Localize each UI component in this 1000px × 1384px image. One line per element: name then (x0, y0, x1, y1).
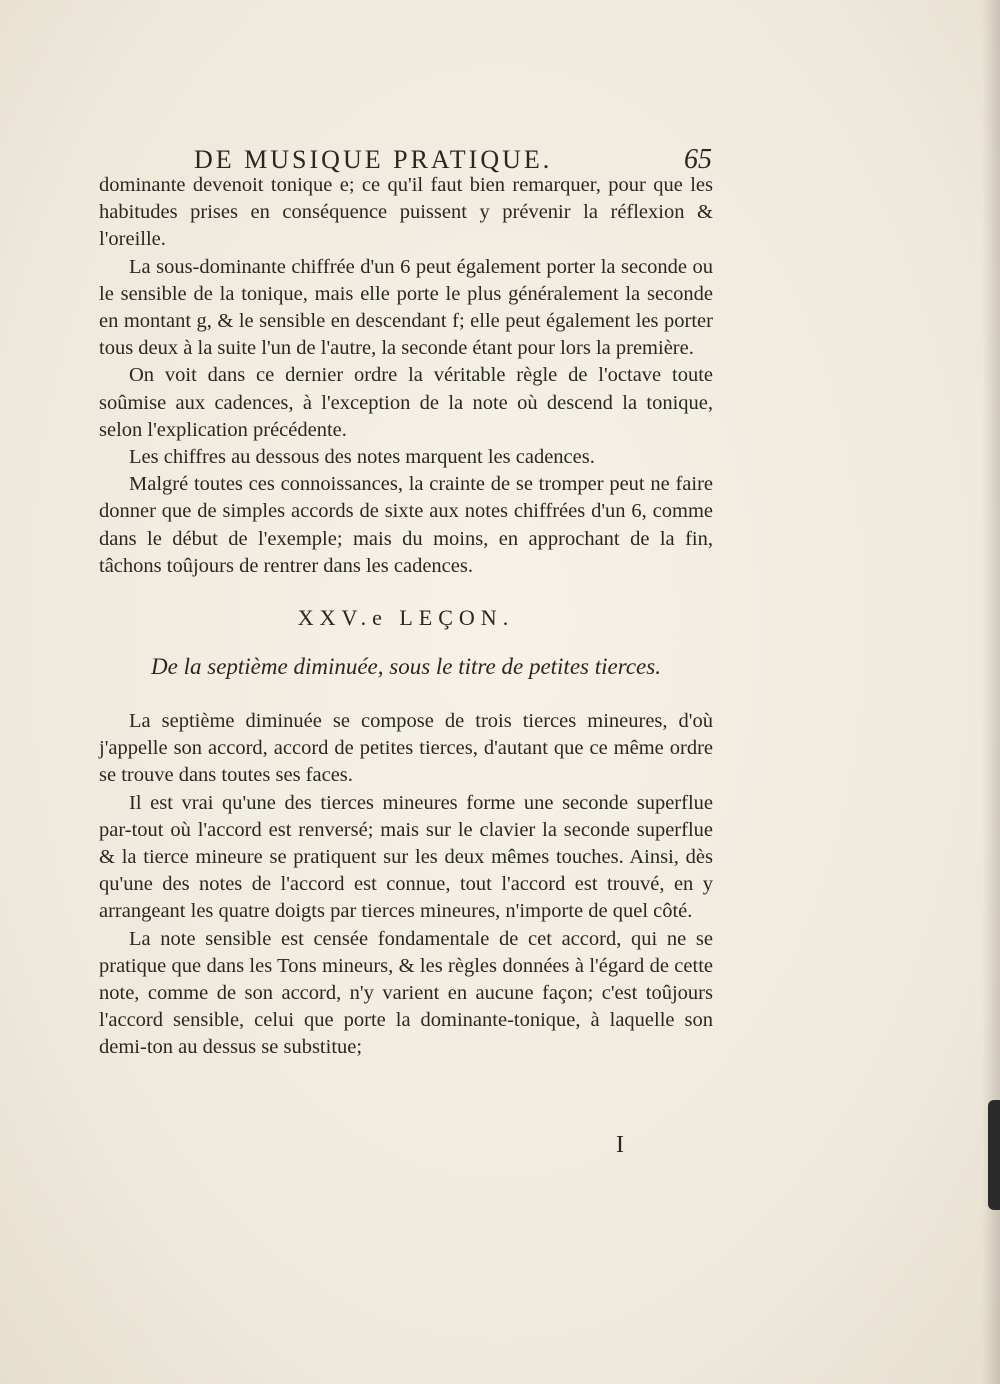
lesson-subtitle: De la septième diminuée, sous le titre de petites tierces. (151, 654, 661, 680)
paragraph: dominante devenoit tonique e; ce qu'il faut bien remarquer, pour que les habitudes prises en conséquence puissent y prévenir la réflexion & l'oreille. (99, 174, 713, 251)
paragraph: Les chiffres au dessous des notes marquent les cadences. (129, 446, 595, 469)
paragraph: La sous-dominante chiffrée d'un 6 peut également porter la seconde ou le sensible de la tonique, mais elle porte le plus généralement la seconde en montant g, & le sensible en descendant f; elle peut également les porter tous deux à la suite l'un de l'autre, la seconde étant pour lors la première. (99, 255, 713, 360)
running-head: DE MUSIQUE PRATIQUE. (194, 145, 553, 174)
signature-mark: I (616, 1132, 624, 1158)
paragraph: Il est vrai qu'une des tierces mineures forme une seconde superflue par-tout où l'accord est renversé; mais sur le clavier la seconde superflue & la tierce mineure se pratiquent sur les deux mêmes touches. Ainsi, dès qu'une des notes de l'accord est connue, tout l'accord est trouvé, en y arrangeant les quatre doigts par tierces mineures, n'importe de quel côté. (99, 791, 713, 923)
lesson-title: XXV.e LEÇON. (297, 605, 515, 631)
paragraph: On voit dans ce dernier ordre la véritable règle de l'octave toute soûmise aux cadences, à l'exception de la note où descend la tonique, selon l'explication précédente. (99, 364, 713, 441)
paragraph: Malgré toutes ces connoissances, la crainte de se tromper peut ne faire donner que de simples accords de sixte aux notes chiffrées d'un 6, comme dans le début de l'exemple; mais du moins, en approchant de la fin, tâchons toûjours de rentrer dans les cadences. (99, 473, 713, 577)
page-number: 65 (684, 144, 712, 175)
body-text (99, 172, 713, 1062)
page-edge-tab (988, 1100, 1000, 1210)
paragraph: La note sensible est censée fondamentale de cet accord, qui ne se pratique que dans les Tons mineurs, & les règles données à l'égard de cette note, comme de son accord, n'y varient en aucune façon; c'est toûjours l'accord sensible, celui que porte la dominante-tonique, à laquelle son demi-ton au dessus se substitue; (99, 927, 713, 1059)
paragraph: La septième diminuée se compose de trois tierces mineures, d'où j'appelle son accord, accord de petites tierces, d'autant que ce même ordre se trouve dans toutes ses faces. (99, 710, 713, 787)
